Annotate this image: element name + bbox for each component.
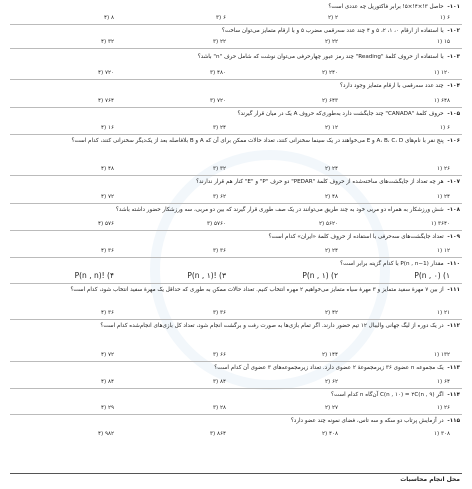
- question-number: ۱۱۴-: [447, 392, 460, 398]
- question-text: چند عدد سه‌رقمی با ارقام متمایز وجود دارد؟: [340, 83, 444, 89]
- option-3[interactable]: ۷۲۰ (۳: [210, 98, 226, 104]
- option-4[interactable]: ۱۶ (۴: [101, 125, 114, 131]
- option-2[interactable]: P(n , ۱) (۲: [302, 271, 338, 280]
- option-1[interactable]: ۲۶ (۱: [437, 166, 450, 172]
- options-108: [12, 220, 460, 228]
- question-number: ۱۱۳-: [447, 365, 460, 371]
- option-4[interactable]: ۸۴ (۴: [101, 379, 114, 385]
- option-2[interactable]: ۴۲ (۲: [325, 310, 338, 316]
- question-112: [12, 323, 460, 330]
- question-text: با استفاده از ارقام ۰، ۱، ۲، ۵ و ۴ چند عدد سه‌رقمی مضرب ۵ و با ارقام متمایز می‌توان ساخت؟: [221, 28, 444, 34]
- options-109: [12, 247, 460, 255]
- option-3[interactable]: ۶۲ (۳: [213, 194, 226, 200]
- options-115: [12, 430, 460, 438]
- option-4[interactable]: ۵۷۶ (۴: [98, 221, 114, 227]
- option-1[interactable]: ۱۲ (۱: [437, 248, 450, 254]
- option-1[interactable]: ۳۶۴۰ (۱: [430, 221, 450, 227]
- option-1[interactable]: ۱۳۲ (۱: [434, 352, 450, 358]
- option-1[interactable]: ۳۰۸ (۱: [434, 431, 450, 437]
- question-number: ۱۱۰-: [447, 261, 460, 267]
- option-3[interactable]: ۳۶ (۳: [213, 248, 226, 254]
- question-115: [12, 418, 460, 425]
- options-110: [12, 272, 460, 280]
- option-2[interactable]: ۱۴۴ (۲: [322, 352, 338, 358]
- question-number: ۱۱۲-: [447, 323, 460, 329]
- option-1[interactable]: ۱۵ (۱: [437, 39, 450, 45]
- question-number: ۱۰۴-: [447, 83, 460, 89]
- options-111: [12, 309, 460, 317]
- option-2[interactable]: ۲۴ (۲: [325, 166, 338, 172]
- question-109: [12, 234, 460, 241]
- options-106: [12, 165, 460, 173]
- options-104: [12, 97, 460, 105]
- option-2[interactable]: ۶۲ (۲: [325, 379, 338, 385]
- option-1[interactable]: ۶۴ (۱: [437, 379, 450, 385]
- footer-divider: [10, 473, 462, 474]
- question-text: تعداد جایگشت‌های سه‌حرفی با استفاده از حروف کلمهٔ «ایران» کدام است؟: [268, 234, 444, 240]
- option-2[interactable]: ۱۲ (۲: [325, 125, 338, 131]
- question-number: ۱۰۵-: [447, 111, 460, 117]
- option-2[interactable]: ۶۴۳ (۲: [322, 98, 338, 104]
- option-3[interactable]: ۸۴ (۳: [213, 379, 226, 385]
- option-4[interactable]: ۲۹ (۴: [101, 405, 114, 411]
- option-4[interactable]: ۷۲ (۴: [101, 194, 114, 200]
- option-1[interactable]: ۲۴ (۱: [437, 194, 450, 200]
- option-4[interactable]: ۷۲۰ (۴: [98, 70, 114, 76]
- divider: [10, 257, 462, 258]
- option-2[interactable]: ۴۰۸ (۲: [322, 431, 338, 437]
- option-2[interactable]: ۲۴ (۲: [325, 248, 338, 254]
- option-1[interactable]: P(n , ۰) (۱: [414, 271, 450, 280]
- question-text: از بین ۷ مهرهٔ سفید متمایز و ۳ مهرهٔ سیاه متمایز می‌خواهیم ۲ مهره انتخاب کنیم. تعداد حالات ممکن به طوری که حداقل یک مهرهٔ سفید انتخاب شود، کدام است؟: [70, 287, 444, 293]
- question-number: ۱۰۷-: [447, 179, 460, 185]
- divider: [10, 283, 462, 284]
- divider: [10, 319, 462, 320]
- divider: [10, 24, 462, 25]
- question-text: شش ورزشکار به همراه دو مربی خود به چند طریق می‌توانند در یک صف طوری قرار گیرند که بین دو مربی، سه ورزشکار حضور داشته باشد؟: [115, 207, 444, 213]
- divider: [10, 388, 462, 389]
- question-text: مقدار P(n , n−1) با کدام گزینه برابر است؟: [340, 261, 444, 267]
- question-text: با استفاده از حروف کلمهٔ "Reading" چند رمز عبور چهارحرفی می‌توان نوشت که شامل حرف "n" باشد؟: [197, 54, 444, 60]
- question-number: ۱۰۲-: [447, 28, 460, 34]
- option-3[interactable]: ۳۶ (۳: [213, 310, 226, 316]
- question-105: [12, 111, 460, 118]
- options-114: [12, 404, 460, 412]
- divider: [10, 203, 462, 204]
- option-2[interactable]: ۴۸ (۲: [325, 194, 338, 200]
- question-text: حاصل ۳!×۴!×۵! برابر فاکتوریل چه عددی است؟: [328, 4, 444, 10]
- divider: [10, 79, 462, 80]
- question-text: پنج نفر با نام‌های A، B، C، D و E می‌خواهند در یک سینما سخنرانی کنند، تعداد حالات ممکن برای آن که A و B بلافاصله بعد از یک‌دیگر سخنرانی کنند، کدام است؟: [71, 138, 444, 144]
- option-4[interactable]: P(n , n)! (۴: [74, 271, 114, 280]
- option-2[interactable]: ۲۴۰ (۲: [322, 70, 338, 76]
- question-113: [12, 365, 460, 372]
- question-number: ۱۰۱-: [447, 4, 460, 10]
- option-2[interactable]: ۲۲ (۲: [325, 39, 338, 45]
- option-3[interactable]: ۲۴ (۳: [213, 125, 226, 131]
- divider: [10, 107, 462, 108]
- option-1[interactable]: ۲۱ (۱: [437, 310, 450, 316]
- question-number: ۱۰۳-: [447, 54, 460, 60]
- option-1[interactable]: ۶ (۱: [440, 125, 450, 131]
- question-107: [12, 179, 460, 186]
- option-4[interactable]: ۸ (۴: [104, 15, 114, 21]
- question-114: [12, 392, 460, 399]
- options-102: [12, 38, 460, 46]
- option-3[interactable]: ۳۲ (۳: [213, 166, 226, 172]
- options-101: [12, 14, 460, 22]
- option-3[interactable]: ۸۶۴ (۳: [210, 431, 226, 437]
- option-4[interactable]: ۳۶ (۴: [101, 248, 114, 254]
- question-text: یک مجموعه n عضوی ۳۶ زیرمجموعهٔ ۲ عضوی دارد. تعداد زیرمجموعه‌های ۳ عضوی آن کدام است؟: [214, 365, 444, 371]
- option-1[interactable]: ۲۶ (۱: [437, 405, 450, 411]
- option-3[interactable]: ۶۶ (۳: [213, 352, 226, 358]
- question-108: [12, 207, 460, 214]
- option-4[interactable]: ۹۸۲ (۴: [98, 431, 114, 437]
- question-text: در آزمایش پرتاب دو سکه و سه تاس، فضای نمونه چند عضو دارد؟: [290, 418, 444, 424]
- options-113: [12, 378, 460, 386]
- option-1[interactable]: ۶۴۸ (۱: [434, 98, 450, 104]
- question-104: [12, 83, 460, 90]
- option-3[interactable]: ۲۸ (۳: [213, 405, 226, 411]
- option-4[interactable]: ۳۶ (۴: [101, 310, 114, 316]
- divider: [10, 175, 462, 176]
- option-2[interactable]: ۵۶۲۰ (۲: [318, 221, 338, 227]
- option-4[interactable]: ۷۲ (۴: [101, 352, 114, 358]
- divider: [10, 361, 462, 362]
- question-106: [12, 138, 460, 145]
- divider: [10, 134, 462, 135]
- question-number: ۱۰۸-: [447, 207, 460, 213]
- options-103: [12, 69, 460, 77]
- option-3[interactable]: ۲۲ (۳: [213, 39, 226, 45]
- divider: [10, 230, 462, 231]
- option-4[interactable]: ۳۲ (۴: [101, 39, 114, 45]
- options-105: [12, 124, 460, 132]
- question-text: هر چه تعداد از جایگشت‌های ساخته‌شده از حروف کلمهٔ "PEDAR" دو حرف "P" و "E" کنار هم قرار ندارند؟: [196, 179, 444, 185]
- question-101: [12, 4, 460, 11]
- divider: [10, 414, 462, 415]
- option-2[interactable]: ۲۷ (۲: [325, 405, 338, 411]
- option-3[interactable]: ۶ (۳: [216, 15, 226, 21]
- question-number: ۱۱۱-: [447, 287, 460, 293]
- question-110: [12, 261, 460, 268]
- question-text: در یک دوره از لیگ جهانی والیبال ۱۲ تیم حضور دارند. اگر تمام بازی‌ها به صورت رفت و برگشت انجام شود، تعداد کل بازی‌های انجام‌شده کدام است؟: [100, 323, 444, 329]
- option-2[interactable]: ۲ (۲: [328, 15, 338, 21]
- question-number: ۱۰۹-: [447, 234, 460, 240]
- option-1[interactable]: ۱۲۰ (۱: [434, 70, 450, 76]
- option-4[interactable]: ۷۶۴ (۴: [98, 98, 114, 104]
- question-number: ۱۰۶-: [447, 138, 460, 144]
- divider: [10, 48, 462, 49]
- option-3[interactable]: P(n , ۱)! (۳: [187, 271, 226, 280]
- option-3[interactable]: ۴۸۰ (۳: [210, 70, 226, 76]
- question-102: [12, 28, 460, 35]
- options-107: [12, 193, 460, 201]
- option-4[interactable]: ۴۸ (۴: [101, 166, 114, 172]
- question-103: [12, 54, 460, 61]
- option-3[interactable]: ۵۷۶۰ (۳: [206, 221, 226, 227]
- question-text: اگر C(n , ۱۰) = ۲C(n , ۹) آن‌گاه n کدام است؟: [331, 392, 444, 398]
- option-1[interactable]: ۶ (۱: [440, 15, 450, 21]
- question-number: ۱۱۵-: [447, 418, 460, 424]
- options-112: [12, 351, 460, 359]
- scratch-area-label: محل انجام محاسبات: [400, 476, 460, 483]
- question-text: حروف کلمهٔ "CANADA" چند جایگشت دارد به‌طوری‌که حروف A یک در میان قرار گیرند؟: [237, 111, 444, 117]
- question-111: [12, 287, 460, 294]
